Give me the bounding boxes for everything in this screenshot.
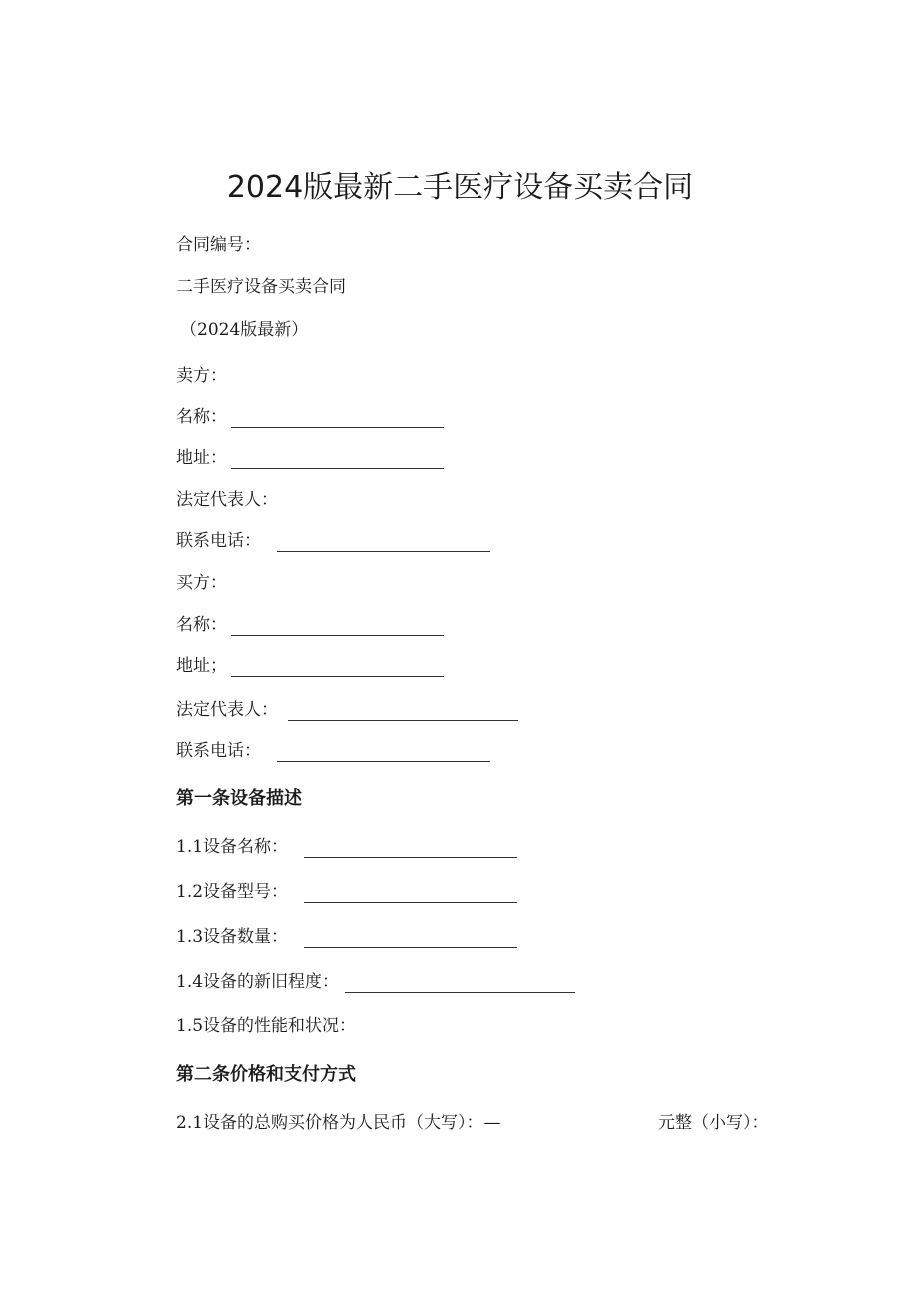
article1-item-3-label: 1.3设备数量： xyxy=(176,927,289,947)
seller-phone-row xyxy=(176,530,490,552)
article1-item-2-label: 1.2设备型号： xyxy=(176,882,289,902)
contract-edition: （2024版最新） xyxy=(180,320,309,340)
seller-phone-label: 联系电话： xyxy=(176,531,261,551)
article1-item-1 xyxy=(176,836,517,858)
document-title: 2024版最新二手医疗设备买卖合同 xyxy=(226,170,694,205)
seller-address-row xyxy=(176,447,444,469)
buyer-name-field[interactable] xyxy=(231,617,444,636)
article1-heading: 第一条设备描述 xyxy=(176,788,302,809)
seller-phone-field[interactable] xyxy=(277,533,490,552)
buyer-phone-label: 联系电话： xyxy=(176,741,261,761)
equipment-quantity-field[interactable] xyxy=(304,929,517,948)
seller-rep-label: 法定代表人： xyxy=(176,490,278,510)
contract-number-label: 合同编号： xyxy=(176,235,261,255)
buyer-address-row xyxy=(176,655,444,677)
seller-name-label: 名称： xyxy=(176,407,227,427)
buyer-phone-field[interactable] xyxy=(277,743,490,762)
buyer-name-row xyxy=(176,614,444,636)
seller-heading: 卖方： xyxy=(176,366,227,386)
article2-item-1-left: 2.1设备的总购买价格为人民币（大写）：— xyxy=(176,1113,501,1133)
buyer-name-label: 名称： xyxy=(176,615,227,635)
article1-item-3 xyxy=(176,926,517,948)
seller-address-label: 地址： xyxy=(176,448,227,468)
seller-address-field[interactable] xyxy=(231,450,444,469)
buyer-heading: 买方： xyxy=(176,573,227,593)
article2-item-1-right: 元整（小写）： xyxy=(658,1113,769,1133)
seller-name-field[interactable] xyxy=(231,409,444,428)
article1-item-1-label: 1.1设备名称： xyxy=(176,837,289,857)
buyer-rep-label: 法定代表人： xyxy=(176,700,278,720)
equipment-model-field[interactable] xyxy=(304,884,517,903)
article1-item-4-label: 1.4设备的新旧程度： xyxy=(176,972,340,992)
article2-heading: 第二条价格和支付方式 xyxy=(176,1064,356,1085)
equipment-condition-field[interactable] xyxy=(345,974,575,993)
buyer-rep-row xyxy=(176,699,518,721)
article1-item-2 xyxy=(176,881,517,903)
buyer-address-label: 地址； xyxy=(176,656,227,676)
article1-item-5: 1.5设备的性能和状况： xyxy=(176,1016,357,1036)
article1-item-4 xyxy=(176,971,575,993)
equipment-name-field[interactable] xyxy=(304,839,517,858)
buyer-phone-row xyxy=(176,740,490,762)
contract-subtitle: 二手医疗设备买卖合同 xyxy=(176,277,346,297)
buyer-rep-field[interactable] xyxy=(288,702,518,721)
buyer-address-field[interactable] xyxy=(231,658,444,677)
seller-name-row xyxy=(176,406,444,428)
